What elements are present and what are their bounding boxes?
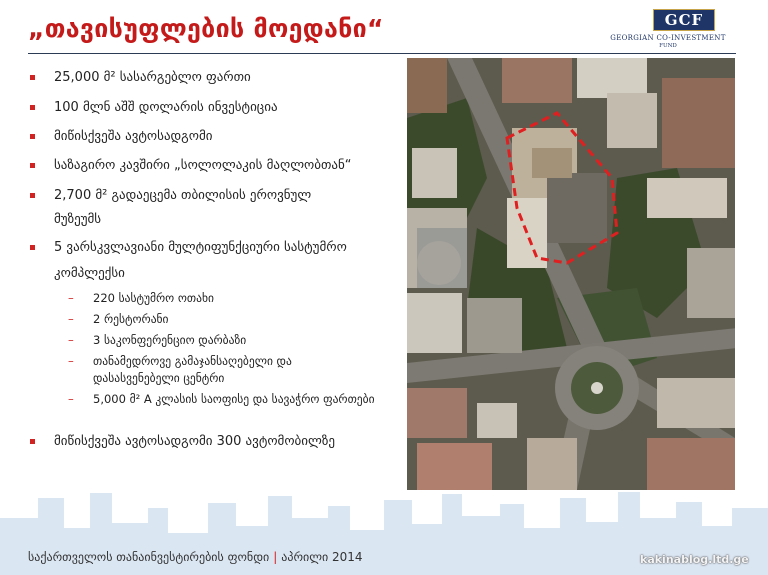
logo-name: GEORGIAN CO-INVESTMENT <box>610 34 726 42</box>
bullet-square-icon <box>30 134 35 139</box>
bullet-text: მიწისქვეშა ავტოსადგომი <box>54 129 213 144</box>
dash-icon: – <box>68 333 74 347</box>
bullet-text: მუზეუმს <box>54 212 102 227</box>
bullet-square-icon <box>30 193 35 198</box>
watermark: kakinablog.ltd.ge <box>640 553 749 566</box>
bullet-square-icon <box>30 75 35 80</box>
title-divider <box>28 53 736 54</box>
bullet-square-icon <box>30 245 35 250</box>
footer-org: საქართველოს თანაინვესტირების ფონდი <box>28 550 270 564</box>
bullet-text: 100 მლნ აშშ დოლარის ინვესტიცია <box>54 100 278 115</box>
bullet-square-icon <box>30 163 35 168</box>
aerial-map-svg <box>407 58 735 490</box>
bullet-text: კომპლექსი <box>54 266 125 281</box>
sub-bullet-text: დასასვენებელი ცენტრი <box>93 371 225 385</box>
bullet-square-icon <box>30 105 35 110</box>
footer <box>28 550 363 564</box>
sub-bullet-text: 3 საკონფერენციო დარბაზი <box>93 333 247 347</box>
aerial-map-image <box>407 58 735 490</box>
dash-icon: – <box>68 291 74 305</box>
dash-icon: – <box>68 354 74 368</box>
bullet-text: საზაგირო კავშირი „სოლოლაკის მაღლობთან“ <box>54 158 352 173</box>
footer-date: აპრილი 2014 <box>281 550 363 564</box>
bullet-square-icon <box>30 439 35 444</box>
dash-icon: – <box>68 392 74 406</box>
bullet-text: მიწისქვეშა ავტოსადგომი 300 ავტომობილზე <box>54 434 335 449</box>
sub-bullet-text: 220 სასტუმრო ოთახი <box>93 291 214 305</box>
dash-icon: – <box>68 312 74 326</box>
bullet-text: 25,000 მ² სასარგებლო ფართი <box>54 70 251 85</box>
bullet-text: 2,700 მ² გადაეცემა თბილისის ეროვნულ <box>54 188 312 203</box>
gcf-logo <box>603 9 733 51</box>
slide-title: „თავისუფლების მოედანი“ <box>28 14 384 43</box>
sub-bullet-text: თანამედროვე გამაჯანსაღებელი და <box>93 354 292 368</box>
logo-mark: GCF <box>653 9 715 31</box>
footer-separator: | <box>273 550 278 564</box>
logo-fund: FUND <box>659 43 677 49</box>
sub-bullet-text: 2 რესტორანი <box>93 312 169 326</box>
sub-bullet-text: 5,000 მ² A კლასის საოფისე და სავაჭრო ფართები <box>93 392 375 406</box>
bullet-text: 5 ვარსკვლავიანი მულტიფუნქციური სასტუმრო <box>54 240 347 255</box>
